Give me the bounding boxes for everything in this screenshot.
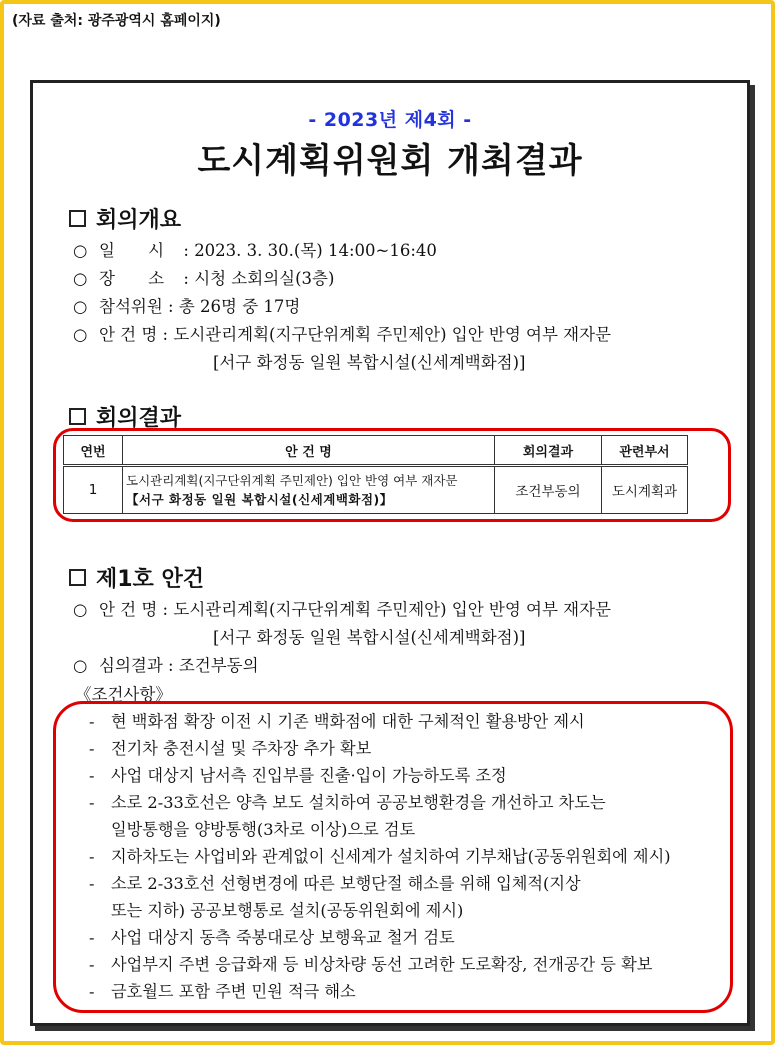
condition-continuation: 일방통행을 양방통행(3차로 이상)으로 검토 bbox=[111, 820, 416, 839]
source-caption: (자료 출처: 광주광역시 홈페이지) bbox=[12, 13, 221, 29]
condition-continuation: 또는 지하) 공공보행통로 설치(공동위원회에 제시) bbox=[111, 901, 464, 920]
agenda1-name-continuation: [서구 화정동 일원 복합시설(신세계백화점)] bbox=[213, 628, 526, 647]
overview-item-attendees: ○ 참석위원 : 총 26명 중 17명 bbox=[73, 297, 301, 316]
col-header-item: 안 건 명 bbox=[123, 436, 495, 466]
section-heading-overview: 회의개요 bbox=[69, 203, 181, 234]
cell-result: 조건부동의 bbox=[495, 466, 602, 514]
overview-agenda-continuation: [서구 화정동 일원 복합시설(신세계백화점)] bbox=[213, 353, 526, 372]
condition-item: - 소로 2-33호선은 양측 보도 설치하여 공공보행환경을 개선하고 차도는 bbox=[89, 793, 606, 812]
overview-item-date: ○ 일 시 : 2023. 3. 30.(목) 14:00~16:40 bbox=[73, 241, 437, 260]
cell-item: 도시관리계획(지구단위계획 주민제안) 입안 반영 여부 재자문 【서구 화정동 일원 복합시설(신세계백화점)】 bbox=[123, 466, 495, 514]
section-heading-agenda1: 제1호 안건 bbox=[69, 562, 204, 593]
conditions-highlight-box bbox=[53, 701, 733, 1013]
circle-bullet-icon: ○ bbox=[73, 297, 88, 316]
condition-item: - 전기차 충전시설 및 주차장 추가 확보 bbox=[89, 739, 372, 758]
document-page bbox=[30, 80, 750, 1026]
condition-item: - 사업 대상지 동측 죽봉대로상 보행육교 철거 검토 bbox=[89, 928, 455, 947]
circle-bullet-icon: ○ bbox=[73, 656, 88, 675]
section-heading-results: 회의결과 bbox=[69, 401, 181, 432]
col-header-result: 회의결과 bbox=[495, 436, 602, 466]
circle-bullet-icon: ○ bbox=[73, 325, 88, 344]
col-header-dept: 관련부서 bbox=[602, 436, 688, 466]
condition-item: - 금호월드 포함 주변 민원 적극 해소 bbox=[89, 982, 356, 1001]
cell-dept: 도시계획과 bbox=[602, 466, 688, 514]
checkbox-square-icon bbox=[69, 569, 86, 586]
condition-item: - 사업부지 주변 응급화재 등 비상차량 동선 고려한 도로확장, 전개공간 등 확보 bbox=[89, 955, 653, 974]
cell-no: 1 bbox=[64, 466, 123, 514]
col-header-no: 연번 bbox=[64, 436, 123, 466]
document-subtitle: - 2023년 제4회 - bbox=[308, 109, 472, 131]
circle-bullet-icon: ○ bbox=[73, 600, 88, 619]
overview-item-agenda: ○ 안 건 명 : 도시관리계획(지구단위계획 주민제안) 입안 반영 여부 재자문 bbox=[73, 325, 611, 344]
condition-item: - 현 백화점 확장 이전 시 기존 백화점에 대한 구체적인 활용방안 제시 bbox=[89, 712, 585, 731]
condition-item: - 소로 2-33호선 선형변경에 따른 보행단절 해소를 위해 입체적(지상 bbox=[89, 874, 581, 893]
overview-item-place: ○ 장 소 : 시청 소회의실(3층) bbox=[73, 269, 335, 288]
condition-item: - 지하차도는 사업비와 관계없이 신세계가 설치하여 기부채납(공동위원회에 제시) bbox=[89, 847, 671, 866]
checkbox-square-icon bbox=[69, 408, 86, 425]
agenda1-name: ○ 안 건 명 : 도시관리계획(지구단위계획 주민제안) 입안 반영 여부 재자문 bbox=[73, 600, 611, 619]
document-title: 도시계획위원회 개최결과 bbox=[197, 141, 583, 181]
condition-item: - 사업 대상지 남서측 진입부를 진출·입이 가능하도록 조정 bbox=[89, 766, 507, 785]
conditions-title: 《조건사항》 bbox=[75, 685, 172, 704]
agenda1-result: ○ 심의결과 : 조건부동의 bbox=[73, 656, 259, 675]
results-highlight-box bbox=[53, 428, 731, 522]
circle-bullet-icon: ○ bbox=[73, 269, 88, 288]
checkbox-square-icon bbox=[69, 210, 86, 227]
circle-bullet-icon: ○ bbox=[73, 241, 88, 260]
